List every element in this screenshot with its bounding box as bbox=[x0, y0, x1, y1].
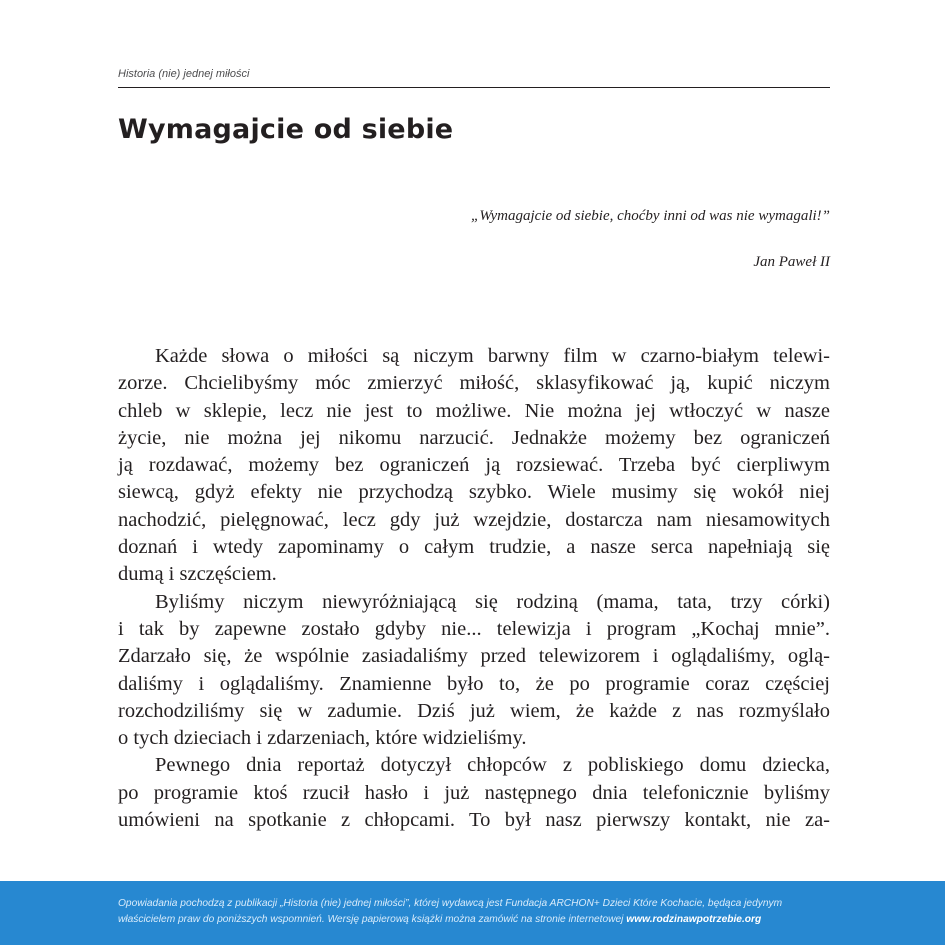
body-line: Każde słowa o miłości są niczym barwny film w czarno-białym telewi- bbox=[155, 345, 830, 367]
body-line: ją rozdawać, możemy bez ograniczeń ją rozsiewać. Trzeba być cierpliwym bbox=[118, 454, 830, 477]
body-line: Byliśmy niczym niewyróżniającą się rodziną (mama, tata, trzy córki) bbox=[155, 590, 830, 613]
body-line: Zdarzało się, że wspólnie zasiadaliśmy przed telewizorem i oglądaliśmy, oglą- bbox=[118, 645, 830, 668]
footer-banner bbox=[0, 881, 945, 945]
footer-text-line-1: Opowiadania pochodzą z publikacji „Historia (nie) jednej miłości”, której wydawcą jest Fundacja ARCHON+ Dzieci Które Kochacie, będąca jedynym bbox=[118, 898, 783, 909]
running-header: Historia (nie) jednej miłości bbox=[118, 68, 250, 80]
body-line: po programie ktoś rzucił hasło i już następnego dnia telefonicznie byliśmy bbox=[118, 781, 830, 804]
body-line: siewcą, gdyż efekty nie przychodzą szybko. Wiele musimy się wokół niej bbox=[118, 481, 830, 504]
body-line: dumą i szczęściem. bbox=[118, 563, 277, 586]
body-line: umówieni na spotkanie z chłopcami. To był nasz pierwszy kontakt, nie za- bbox=[118, 809, 830, 832]
body-line: życie, nie można jej nikomu narzucić. Jednakże możemy bez ograniczeń bbox=[118, 426, 830, 449]
body-line: i tak by zapewne zostało gdyby nie... telewizja i program „Kochaj mnie”. bbox=[118, 617, 830, 640]
epigraph-author: Jan Paweł II bbox=[753, 254, 830, 270]
body-text bbox=[118, 343, 830, 834]
body-line: zorze. Chcielibyśmy móc zmierzyć miłość, sklasyfikować ją, kupić niczym bbox=[118, 372, 830, 395]
epigraph-quote: „Wymagajcie od siebie, choćby inni od was nie wymagali!” bbox=[471, 208, 830, 224]
body-line: o tych dzieciach i zdarzeniach, które widzieliśmy. bbox=[118, 727, 527, 750]
header-rule bbox=[118, 87, 830, 88]
body-line: doznań i wtedy zapominamy o całym trudzie, a nasze serca napełniają się bbox=[118, 536, 830, 559]
chapter-title: Wymagajcie od siebie bbox=[118, 114, 454, 145]
body-line: Pewnego dnia reportaż dotyczył chłopców z pobliskiego domu dziecka, bbox=[155, 754, 830, 777]
body-line: rozchodziliśmy się w zadumie. Dziś już wiem, że każde z nas rozmyślało bbox=[118, 699, 830, 722]
body-line: daliśmy i oglądaliśmy. Znamienne było to, że po programie coraz częściej bbox=[118, 672, 830, 695]
footer-text-line-2: właścicielem praw do poniższych wspomnień. Wersję papierową książki można zamówić na stronie internetowej bbox=[118, 914, 624, 925]
footer-website-link[interactable]: www.rodzinawpotrzebie.org bbox=[626, 914, 762, 925]
body-line: chleb w sklepie, lecz nie jest to możliwe. Nie można jej wtłoczyć w nasze bbox=[118, 399, 830, 422]
footer-text bbox=[118, 896, 830, 928]
body-line: nachodzić, pielęgnować, lecz gdy już wzejdzie, dostarcza nam niesamowitych bbox=[118, 508, 830, 531]
